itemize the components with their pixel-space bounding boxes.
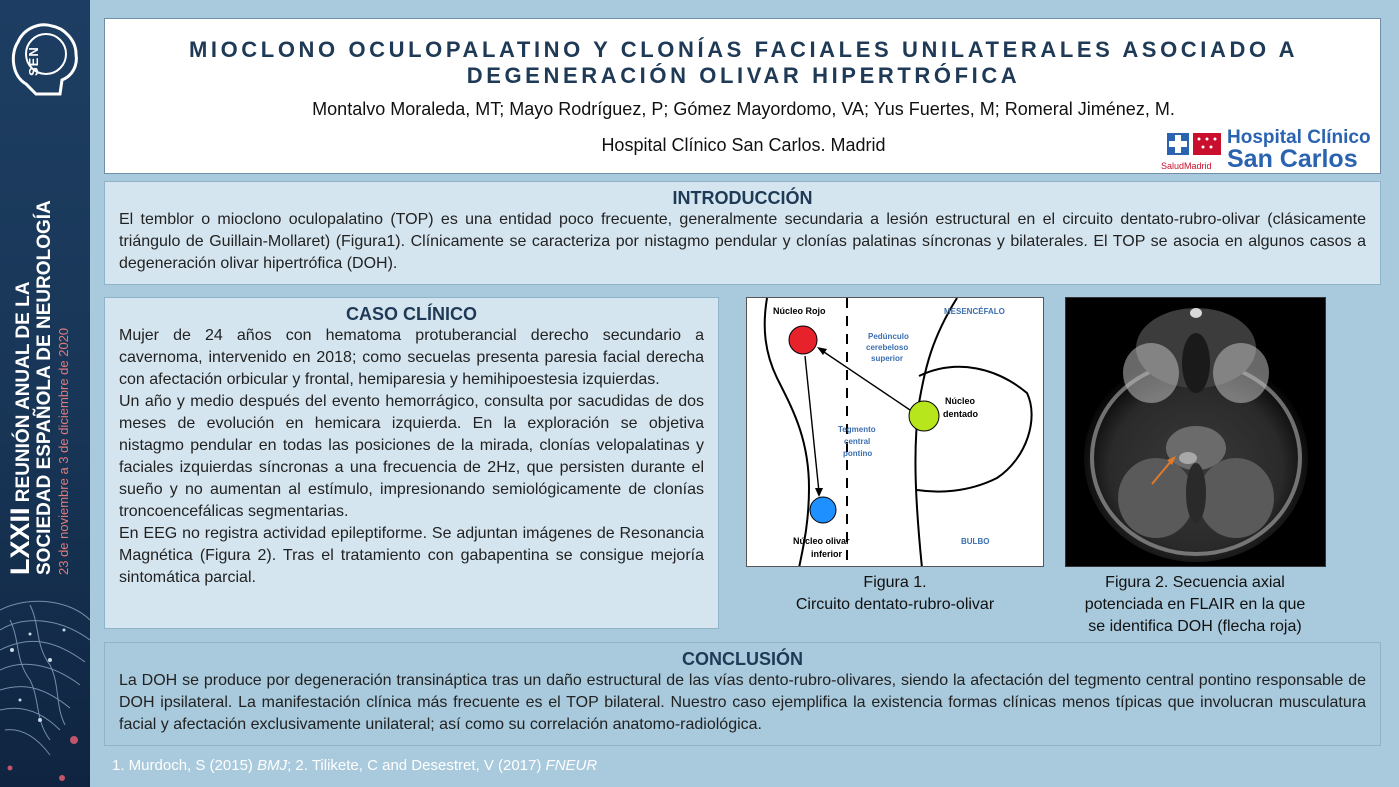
ref2-journal: FNEUR <box>545 757 598 774</box>
figure-1-caption-line1: Figura 1. <box>863 574 927 591</box>
hospital-cross-icon <box>1165 129 1223 165</box>
congress-dates: 23 de noviembre a 3 de diciembre de 2020 <box>56 327 71 575</box>
authors: Montalvo Moraleda, MT; Mayo Rodríguez, P; Gómez Mayordomo, VA; Yus Fuertes, M; Romeral Jiménez, M. <box>312 99 1175 119</box>
ref2-authors: ; 2. Tilikete, C and Desestret, V (2017) <box>287 757 546 774</box>
hospital-name-line2: San Carlos <box>1227 145 1358 173</box>
title-line2: DEGENERACIÓN OLIVAR HIPERTRÓFICA <box>466 63 1021 88</box>
label-dentado-2: dentado <box>943 409 978 419</box>
introduction-heading: INTRODUCCIÓN <box>672 188 813 208</box>
sen-logo <box>6 14 84 102</box>
case-section <box>104 297 719 629</box>
label-pedunculo-3: superior <box>871 354 904 363</box>
conclusion-heading: CONCLUSIÓN <box>682 649 803 669</box>
references <box>112 757 597 774</box>
case-paragraph-2: Un año y medio después del evento hemorrágico, consulta por sacudidas de dos meses de evolución en hemicara izquierda. En la exploración se objetiva nistagmo pendular en todas las posiciones de la mirada, clonías velopalatinas y faciales izquierdas síncronas a una frecuencia de 2Hz, que persisten durante el sueño y no aumentan al estímulo, impresionando semiológicamente de clonías troncoencefálicas segmentarias. <box>119 393 704 520</box>
case-heading: CASO CLÍNICO <box>345 304 477 324</box>
title-line1: MIOCLONO OCULOPALATINO Y CLONÍAS FACIALES UNILATERALES ASOCIADO A <box>188 37 1299 62</box>
affiliation: Hospital Clínico San Carlos. Madrid <box>601 135 886 155</box>
salud-madrid-label: SaludMadrid <box>1161 161 1212 171</box>
congress-number: LXXII <box>5 507 35 575</box>
label-mesencefalo: MESENCÉFALO <box>944 307 1005 316</box>
label-nucleo-rojo: Núcleo Rojo <box>773 306 826 316</box>
sen-logo-text: SEN <box>26 46 41 76</box>
figure-2-caption-line2: potenciada en FLAIR en la que <box>1084 596 1306 613</box>
label-tegmento-2: central <box>844 437 871 446</box>
label-tegmento-3: pontino <box>843 449 873 458</box>
mri-axial-flair <box>1066 298 1326 567</box>
figure-1-caption <box>746 572 1044 616</box>
congress-vertical-title <box>5 155 73 575</box>
introduction-text: El temblor o mioclono oculopalatino (TOP) es una entidad poco frecuente, generalmente secundaria a lesión estructural en el circuito dentato-rubro-olivar (clásicamente triángulo de Guillain-Mollaret) (Figura1). Clínicamente se caracteriza por nistagmo pendular y clonías palatinas síncronas y bilaterales. El TOP se asocia en algunos casos a degeneración olivar hipertrófica (DOH). <box>119 211 1366 272</box>
label-bulbo: BULBO <box>961 537 990 546</box>
figure-2-mri-image <box>1065 297 1326 567</box>
congress-line1: REUNIÓN ANUAL DE LA <box>13 281 34 503</box>
introduction-section <box>104 181 1381 285</box>
figure-1-caption-line2: Circuito dentato-rubro-olivar <box>795 596 995 613</box>
ref1-authors: 1. Murdoch, S (2015) <box>112 757 258 774</box>
label-olivar-2: inferior <box>811 549 843 559</box>
figure-2-caption-line1: Figura 2. Secuencia axial <box>1105 574 1285 591</box>
ref1-journal: BMJ <box>257 757 288 774</box>
brain-illustration <box>0 590 90 787</box>
conclusion-section <box>104 642 1381 746</box>
conclusion-text: La DOH se produce por degeneración transináptica tras un daño estructural de las vías dento-rubro-olivares, siendo la afectación del tegmento central pontino responsable de DOH ipsilateral. La manifestación clínica más frecuente es el TOP bilateral. Nuestro caso ejemplifica la existencia formas clínicas menos típicas que involucran musculatura facial y afectación exclusivamente unilateral; así como su correlación anatomo-radiológica. <box>119 672 1366 733</box>
poster-header <box>104 18 1381 174</box>
label-pedunculo-2: cerebeloso <box>866 343 909 352</box>
label-tegmento-1: Tegmento <box>838 425 876 434</box>
figure-2-caption-line3: se identifica DOH (flecha roja) <box>1088 618 1302 635</box>
label-pedunculo-1: Pedúnculo <box>868 332 909 341</box>
case-paragraph-1: Mujer de 24 años con hematoma protuberancial derecho secundario a cavernoma, intervenido en 2018; como secuelas presenta paresia facial derecha con afectación orbicular y frontal, hemiparesia y hemihipoestesia izquierdas. <box>119 327 704 388</box>
figure-1-diagram <box>746 297 1044 567</box>
congress-line2: SOCIEDAD ESPAÑOLA DE NEUROLOGÍA <box>34 200 55 575</box>
hospital-logo <box>1161 125 1373 173</box>
sidebar <box>0 0 90 787</box>
label-dentado-1: Núcleo <box>945 396 976 406</box>
label-olivar-1: Núcleo olivar <box>793 536 850 546</box>
poster-title <box>125 37 1362 89</box>
figure-2-caption <box>1060 572 1330 638</box>
circuit-diagram <box>747 298 1044 567</box>
case-paragraph-3: En EEG no registra actividad epileptiforme. Se adjuntan imágenes de Resonancia Magnética (Figura 2). Tras el tratamiento con gabapentina se consigue mejoría sintomática parcial. <box>119 525 704 586</box>
hospital-name-line1: Hospital Clínico <box>1227 127 1371 148</box>
